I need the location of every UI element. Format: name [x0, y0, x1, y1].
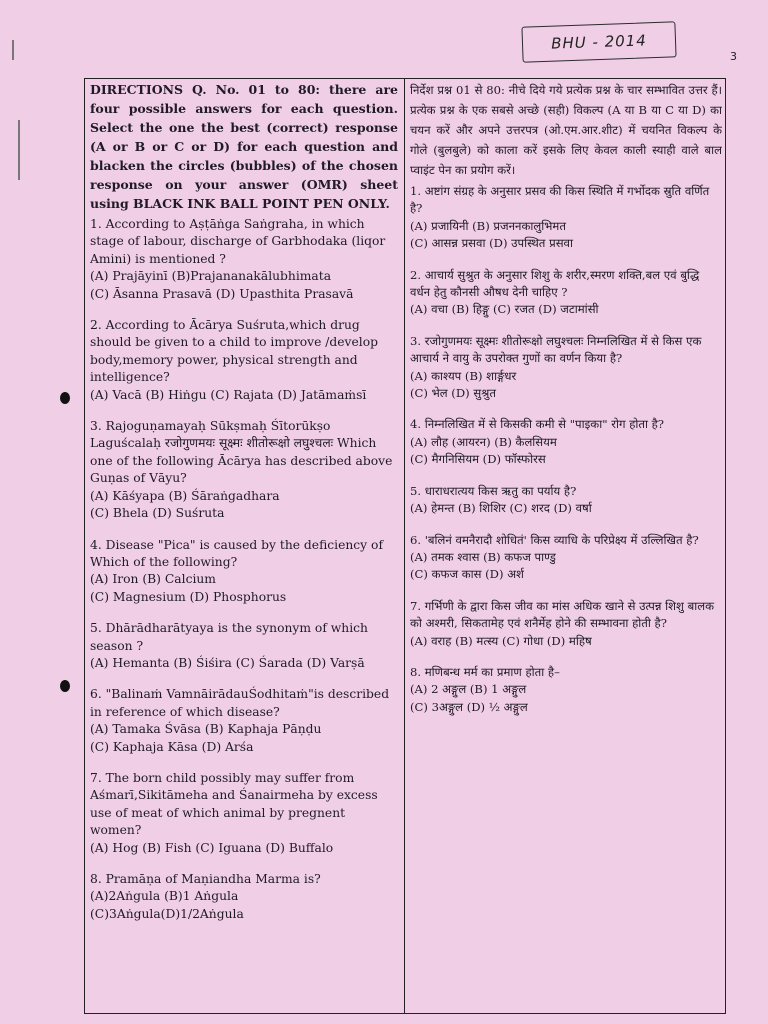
option-line: (A)2Aṅgula (B)1 Aṅgula: [90, 889, 239, 904]
option-line: (A) Vacā (B) Hiṅgu (C) Rajata (D) Jatāmaṁsī: [90, 387, 367, 402]
question-text: 3. रजोगुणमयः सूक्ष्मः शीतोरूक्षो लघुश्चलः निम्नलिखित में से किस एक आचार्य ने वायु के उपरोक्त गुणों का वर्णन किया है?: [410, 333, 702, 366]
question-text: 5. धाराधरात्यय किस ऋतु का पर्याय है?: [410, 483, 577, 498]
option-line: (A) Kāśyapa (B) Śāraṅgadhara: [90, 488, 280, 503]
question-7: [90, 770, 398, 857]
question-text: 7. गर्भिणी के द्वारा किस जीव का मांस अधिक खाने से उत्पन्न शिशु बालक को अश्मरी, सिकतामेह एवं शनैर्मेह होने की सम्भावना होती है?: [410, 598, 714, 631]
ink-dot: [60, 392, 70, 404]
question-text: 4. निम्नलिखित में से किसकी कमी से "पाइका" रोग होता है?: [410, 417, 665, 432]
question-2: [90, 317, 398, 404]
option-line: (A) काश्यप (B) शार्ङ्गधर: [410, 368, 517, 383]
question-8-hindi: [410, 664, 722, 716]
question-text: 5. Dhārādharātyaya is the synonym of which season ?: [90, 621, 368, 653]
directions-hindi: निर्देश प्रश्न 01 से 80: नीचे दिये गये प्रत्येक प्रश्न के चार सम्भावित उत्तर हैं। प्रत्येक प्रश्न के एक सबसे अच्छे (सही) विकल्प (A या B या C या D) का चयन करें और अपने उत्तरपत्र (ओ.एम.आर.शीट) में चयनित विकल्प के गोले (बुलबुले) को काला करें इसके लिए केवल काली स्याही वाले बाल प्वाइंट पेन का प्रयोग करें।: [410, 83, 722, 177]
question-text: 7. The born child possibly may suffer from Aśmarī,Sikitāmeha and Śanairmeha by excess use of meat of which animal by pregnent women?: [90, 770, 378, 838]
question-6-hindi: [410, 532, 722, 584]
option-line: (C) भेल (D) सुश्रुत: [410, 386, 496, 401]
option-line: (A) लौह (आयरन) (B) कैलसियम: [410, 434, 557, 449]
english-column: [90, 80, 398, 937]
option-line: (A) तमक श्वास (B) कफज पाण्डु: [410, 549, 556, 564]
option-line: (A) हेमन्त (B) शिशिर (C) शरद (D) वर्षा: [410, 501, 592, 516]
option-line: (C) 3अङ्गुल (D) ½ अङ्गुल: [410, 699, 528, 714]
option-line: (C) Kaphaja Kāsa (D) Arśa: [90, 739, 254, 754]
margin-mark: [12, 40, 14, 60]
question-8: [90, 871, 398, 923]
question-text: 6. 'बलिनं वमनैरादौ शोधितं' किस व्याधि के परिप्रेक्ष्य में उल्लिखित है?: [410, 532, 699, 547]
column-divider: [404, 78, 405, 1014]
question-6: [90, 686, 398, 756]
question-text: 8. मणिबन्ध मर्म का प्रमाण होता है–: [410, 664, 560, 679]
page-number: 3: [730, 50, 737, 63]
question-text: 6. "Balinaṁ VamnāirādauŚodhitaṁ"is described in reference of which disease?: [90, 687, 390, 719]
hindi-column: [410, 80, 722, 730]
question-text: 1. According to Aṣṭāṅga Saṅgraha, in which stage of labour, discharge of Garbhodaka (liqor Amini) is mentioned ?: [90, 217, 386, 266]
question-text: 3. Rajoguṇamayaḥ Sūkṣmaḥ Śītorūkṣo Laguścalaḥ रजोगुणमयः सूक्ष्मः शीतोरूक्षो लघुश्चलः Which one of the following Ācārya has described above Guṇas of Vāyu?: [90, 419, 393, 486]
option-line: (A) Hog (B) Fish (C) Iguana (D) Buffalo: [90, 840, 334, 855]
option-line: (C) आसन्न प्रसवा (D) उपस्थित प्रसवा: [410, 236, 573, 251]
question-4: [90, 537, 398, 607]
exam-stamp: BHU - 2014: [521, 21, 676, 62]
question-1-hindi: [410, 183, 722, 253]
option-line: (C)3Aṅgula(D)1/2Aṅgula: [90, 906, 244, 921]
question-2-hindi: [410, 267, 722, 319]
question-4-hindi: [410, 416, 722, 468]
question-5-hindi: [410, 483, 722, 518]
question-text: 2. आचार्य सुश्रुत के अनुसार शिशु के शरीर,स्मरण शक्ति,बल एवं बुद्धि वर्धन हेतु कौनसी औषध देनी चाहिए ?: [410, 267, 700, 300]
question-text: 8. Pramāṇa of Maṇiandha Marma is?: [90, 872, 321, 886]
option-line: (A) 2 अङ्गुल (B) 1 अङ्गुल: [410, 682, 527, 697]
question-text: 4. Disease "Pica" is caused by the deficiency of Which of the following?: [90, 537, 383, 569]
option-line: (C) मैगनिसियम (D) फॉस्फोरस: [410, 452, 546, 467]
margin-mark: [18, 120, 20, 180]
ink-dot: [60, 680, 70, 692]
option-line: (A) Iron (B) Calcium: [90, 572, 216, 587]
option-line: (C) Magnesium (D) Phosphorus: [90, 589, 287, 604]
option-line: (C) Āsanna Prasavā (D) Upasthita Prasavā: [90, 286, 354, 301]
option-line: (A) Hemanta (B) Śiśira (C) Śarada (D) Varṣā: [90, 655, 365, 670]
question-text: 2. According to Ācārya Suśruta,which drug should be given to a child to improve /develop body,memory power, physical strength and intelligence?: [90, 318, 378, 385]
option-line: (A) वचा (B) हिङ्गु (C) रजत (D) जटामांसी: [410, 302, 599, 317]
option-line: (A) Tamaka Śvāsa (B) Kaphaja Pāṇḍu: [90, 722, 322, 737]
question-3: [90, 418, 398, 522]
option-line: (A) Prajāyinī (B)Prajananakālubhimata: [90, 269, 332, 284]
question-1: [90, 216, 398, 303]
question-7-hindi: [410, 598, 722, 650]
option-line: (C) Bhela (D) Suśruta: [90, 506, 225, 521]
question-5: [90, 620, 398, 672]
option-line: (C) कफज कास (D) अर्श: [410, 567, 524, 582]
option-line: (A) वराह (B) मत्स्य (C) गोधा (D) महिष: [410, 633, 592, 648]
option-line: (A) प्रजायिनी (B) प्रजननकालुभिमत: [410, 218, 566, 233]
question-text: 1. अष्टांग संग्रह के अनुसार प्रसव की किस स्थिति में गर्भोदक स्रुति वर्णित है?: [410, 184, 710, 216]
directions-english: DIRECTIONS Q. No. 01 to 80: there are four possible answers for each question. Select the one the best (correct) response (A or B or C or D) for each question and blacken the circles (bubbles) of the chosen response on your answer (OMR) sheet using BLACK INK BALL POINT PEN ONLY.: [90, 82, 398, 211]
question-3-hindi: [410, 333, 722, 403]
